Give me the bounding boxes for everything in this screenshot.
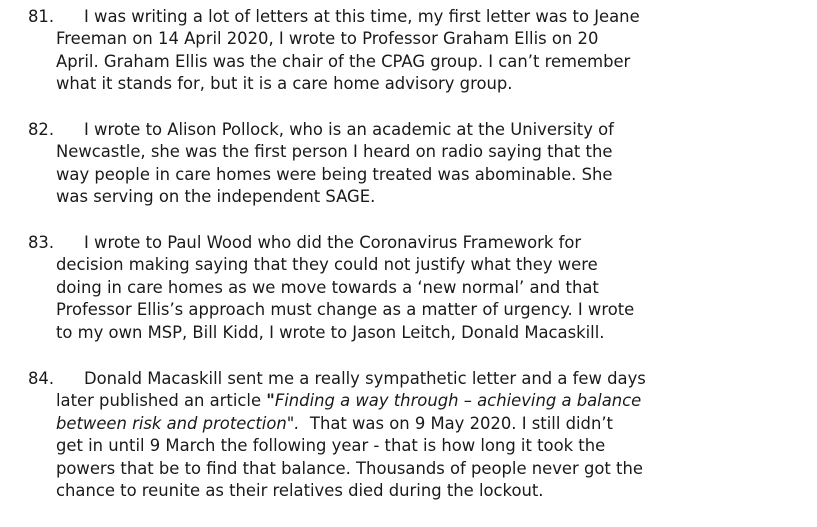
paragraph-line <box>28 232 808 254</box>
paragraph-line: Professor Ellis’s approach must change as a matter of urgency. I wrote <box>56 300 635 320</box>
paragraph-line: what it stands for, but it is a care home advisory group. <box>56 74 513 94</box>
paragraph-line: Freeman on 14 April 2020, I wrote to Professor Graham Ellis on 20 <box>56 29 599 49</box>
paragraph-text: later published an article <box>56 391 267 411</box>
paragraph-text: Donald Macaskill sent me a really sympathetic letter and a few days <box>84 369 646 388</box>
article-title: between risk and protection <box>56 413 287 433</box>
paragraph-line: to my own MSP, Bill Kidd, I wrote to Jason Leitch, Donald Macaskill. <box>56 322 605 342</box>
paragraph-line <box>28 368 808 390</box>
article-title: Finding a way through – achieving a balance <box>274 391 642 411</box>
quote-mark: ". <box>286 413 300 433</box>
paragraph-line: way people in care homes were being treated was abominable. She <box>56 164 613 184</box>
paragraph-line: was serving on the independent SAGE. <box>56 187 376 207</box>
paragraph-84 <box>28 368 808 502</box>
quote-mark: " <box>266 391 275 411</box>
paragraph-line: get in until 9 March the following year - that is how long it took the <box>56 436 606 456</box>
paragraph-line <box>28 119 808 141</box>
paragraph-line: April. Graham Ellis was the chair of the CPAG group. I can’t remember <box>56 51 631 71</box>
paragraph-81 <box>28 6 808 96</box>
paragraph-text: I wrote to Alison Pollock, who is an academic at the University of <box>84 120 614 139</box>
paragraph-line: decision making saying that they could not justify what they were <box>56 255 598 275</box>
paragraph-82 <box>28 119 808 209</box>
paragraph-number: 81. <box>28 7 55 26</box>
paragraph-line: Newcastle, she was the first person I heard on radio saying that the <box>56 142 613 162</box>
paragraph-number: 83. <box>28 233 55 252</box>
paragraph-text: That was on 9 May 2020. I still didn’t <box>299 413 613 433</box>
paragraph-text: I was writing a lot of letters at this time, my first letter was to Jeane <box>84 7 640 26</box>
paragraph-line <box>28 6 808 28</box>
paragraph-number: 82. <box>28 120 55 139</box>
paragraph-text: I wrote to Paul Wood who did the Coronavirus Framework for <box>84 233 582 252</box>
paragraph-line <box>28 413 808 435</box>
paragraph-83 <box>28 232 808 344</box>
paragraph-line <box>28 390 808 412</box>
paragraph-line: chance to reunite as their relatives died during the lockout. <box>56 481 544 501</box>
paragraph-number: 84. <box>28 369 55 388</box>
paragraph-line: doing in care homes as we move towards a ‘new normal’ and that <box>56 277 599 297</box>
paragraph-line: powers that be to find that balance. Thousands of people never got the <box>56 458 643 478</box>
